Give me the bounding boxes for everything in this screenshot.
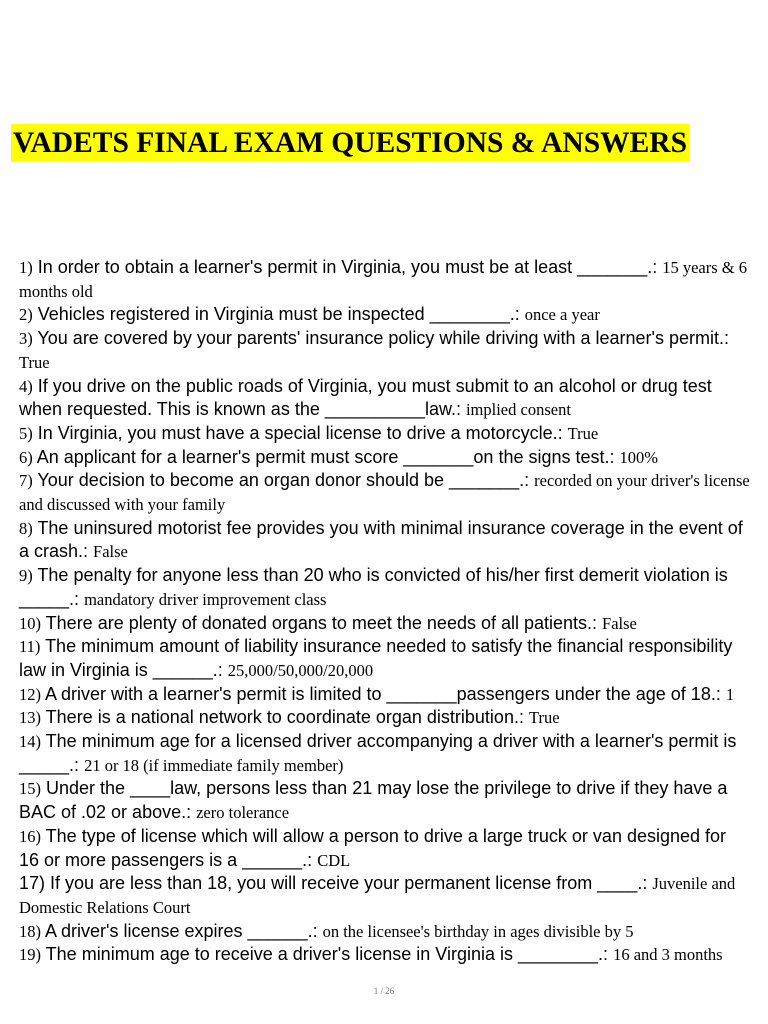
answer-text: False bbox=[93, 542, 128, 562]
question-number: 19) bbox=[19, 945, 41, 965]
question-number: 7) bbox=[19, 471, 33, 491]
question-text: A driver with a learner's permit is limited to _______passengers under the age of 18.: bbox=[41, 683, 726, 704]
question-text: There is a national network to coordinate organ distribution.: bbox=[41, 707, 529, 728]
document-title: VADETS FINAL EXAM QUESTIONS & ANSWERS bbox=[11, 124, 689, 162]
question-list bbox=[19, 256, 751, 967]
question-text: In order to obtain a learner's permit in Virginia, you must be at least _______.: bbox=[32, 257, 663, 277]
question-number: 17) bbox=[19, 873, 46, 894]
question-item bbox=[19, 422, 751, 446]
question-text: The minimum age for a licensed driver accompanying a driver with a learner's permit is _____.: bbox=[19, 731, 737, 775]
question-number: 6) bbox=[19, 447, 33, 467]
question-item bbox=[19, 517, 751, 564]
answer-text: False bbox=[602, 613, 637, 633]
question-number: 4) bbox=[19, 376, 33, 396]
question-item bbox=[19, 920, 751, 944]
question-text: If you drive on the public roads of Virginia, you must submit to an alcohol or drug test when requested. This is known as the __________law.: bbox=[19, 375, 712, 420]
question-number: 9) bbox=[19, 566, 33, 586]
question-item bbox=[19, 872, 751, 919]
answer-text: recorded on your driver's license and discussed with your family bbox=[19, 471, 750, 515]
question-item bbox=[19, 564, 751, 611]
question-number: 14) bbox=[19, 732, 41, 752]
answer-text: 25,000/50,000/20,000 bbox=[227, 660, 374, 680]
answer-text: 15 years & 6 months old bbox=[19, 258, 747, 301]
question-number: 13) bbox=[19, 708, 41, 728]
question-text: An applicant for a learner's permit must score _______on the signs test.: bbox=[32, 446, 620, 467]
question-item bbox=[19, 446, 751, 470]
answer-text: zero tolerance bbox=[196, 803, 290, 823]
question-text: The type of license which will allow a person to drive a large truck or van designed for 16 or more passengers is a ______.: bbox=[19, 825, 727, 870]
question-item bbox=[19, 612, 751, 636]
question-item bbox=[19, 375, 751, 422]
answer-text: 16 and 3 months bbox=[613, 945, 723, 965]
question-text: The minimum amount of liability insurance needed to satisfy the financial responsibility law in Virginia is ______.: bbox=[19, 636, 733, 680]
question-item bbox=[19, 943, 751, 967]
question-text: There are plenty of donated organs to meet the needs of all patients.: bbox=[41, 612, 603, 633]
answer-text: once a year bbox=[524, 305, 600, 325]
question-number: 1) bbox=[19, 258, 33, 277]
question-number: 15) bbox=[19, 779, 41, 799]
page-number: 1 / 26 bbox=[373, 986, 395, 996]
question-text: Under the ____law, persons less than 21 may lose the privilege to drive if they have a BAC of .02 or above.: bbox=[19, 778, 728, 823]
answer-text: on the licensee's birthday in ages divisible by 5 bbox=[322, 921, 634, 941]
answer-text: implied consent bbox=[465, 400, 571, 420]
question-item bbox=[19, 777, 751, 824]
question-item bbox=[19, 683, 751, 707]
answer-text: mandatory driver improvement class bbox=[84, 589, 327, 609]
question-number: 12) bbox=[19, 684, 41, 704]
question-text: The uninsured motorist fee provides you with minimal insurance coverage in the event of a crash.: bbox=[19, 517, 743, 562]
answer-text: True bbox=[567, 423, 599, 443]
question-item bbox=[19, 256, 751, 303]
answer-text: True bbox=[19, 352, 50, 372]
question-text: The minimum age to receive a driver's license in Virginia is ________.: bbox=[41, 944, 614, 965]
answer-text: True bbox=[528, 708, 560, 728]
question-text: In Virginia, you must have a special license to drive a motorcycle.: bbox=[32, 422, 568, 443]
question-item bbox=[19, 825, 751, 872]
question-number: 5) bbox=[19, 423, 33, 443]
question-number: 11) bbox=[19, 637, 41, 657]
question-text: Your decision to become an organ donor should be _______.: bbox=[32, 470, 535, 491]
answer-text: 1 bbox=[725, 684, 735, 704]
question-item bbox=[19, 730, 751, 777]
question-number: 18) bbox=[19, 921, 41, 941]
question-number: 2) bbox=[19, 305, 33, 325]
question-text: The penalty for anyone less than 20 who is convicted of his/her first demerit violation is _____.: bbox=[19, 565, 728, 609]
answer-text: Juvenile and Domestic Relations Court bbox=[19, 874, 736, 917]
answer-text: 21 or 18 (if immediate family member) bbox=[84, 755, 344, 775]
question-text: Vehicles registered in Virginia must be inspected ________.: bbox=[32, 304, 525, 325]
question-item bbox=[19, 327, 751, 374]
question-number: 16) bbox=[19, 826, 41, 846]
question-number: 10) bbox=[19, 613, 41, 633]
question-number: 3) bbox=[19, 329, 33, 349]
question-text: You are covered by your parents' insurance policy while driving with a learner's permit.: bbox=[32, 328, 729, 349]
answer-text: CDL bbox=[317, 850, 351, 870]
question-text: If you are less than 18, you will receive your permanent license from ____.: bbox=[45, 873, 653, 894]
question-item bbox=[19, 303, 751, 327]
question-item bbox=[19, 469, 751, 516]
answer-text: 100% bbox=[619, 447, 659, 467]
question-item bbox=[19, 635, 751, 682]
question-text: A driver's license expires ______.: bbox=[41, 920, 323, 941]
question-number: 8) bbox=[19, 518, 33, 538]
question-item bbox=[19, 706, 751, 730]
